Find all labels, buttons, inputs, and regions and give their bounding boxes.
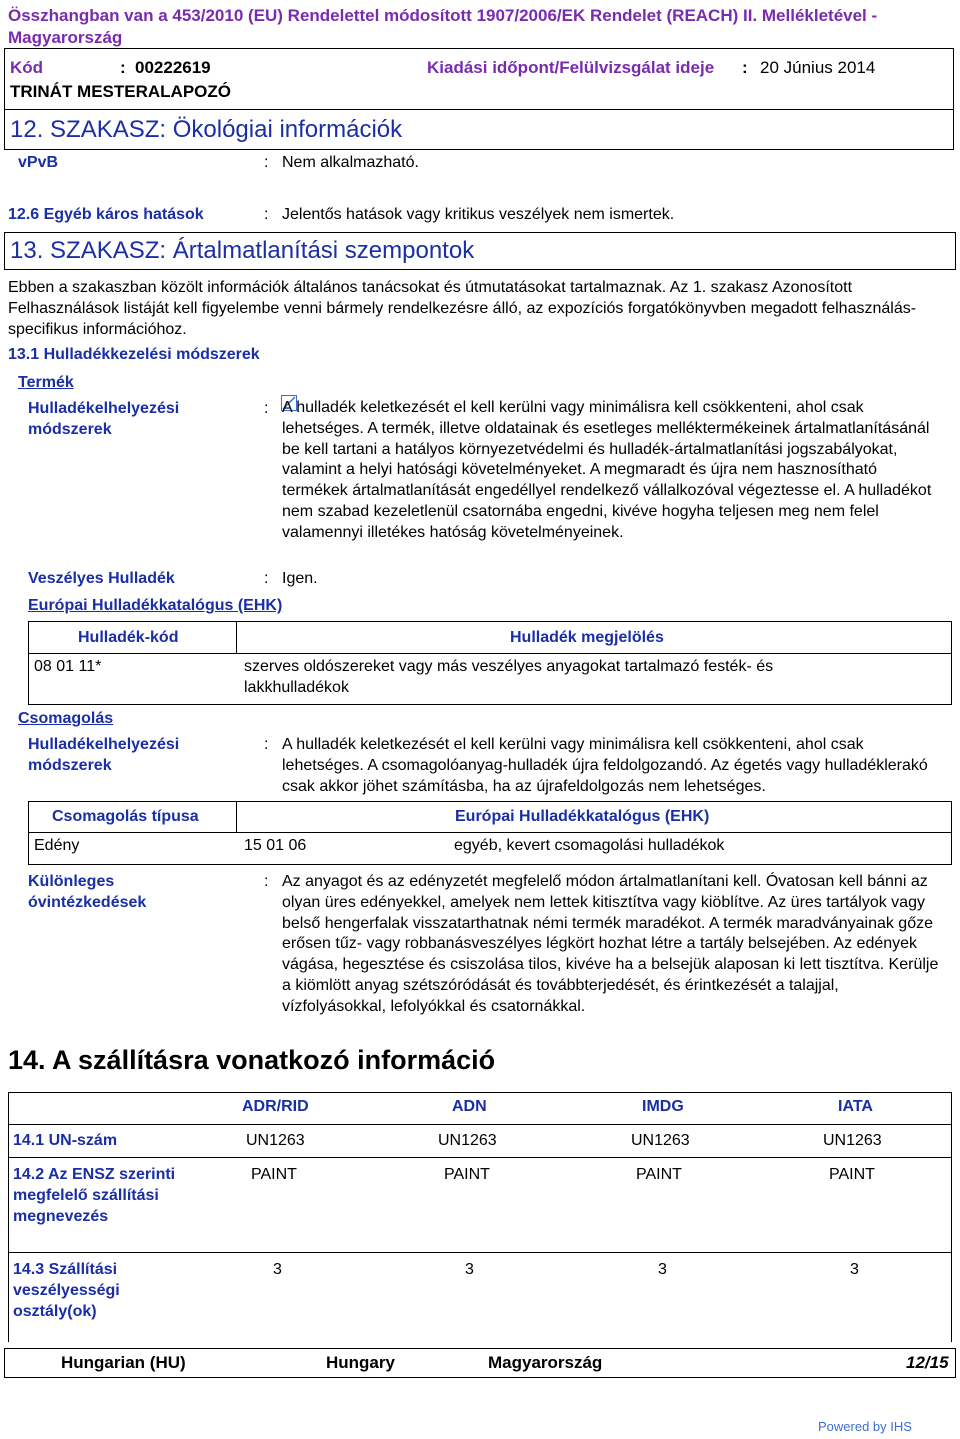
transport-cell-class-iata: 3 — [850, 1261, 859, 1278]
section13-intro: Ebben a szakaszban közölt információk általános tanácsokat és útmutatásokat tartalmaznak. Az 1. szakasz Azonosított Felhasználások listáját kell figyelembe venni bármely rendelkezésre álló, az expozíciós forgatókönyvben megadott felhasználás-specifikus információhoz. — [8, 279, 917, 338]
section12-heading: 12. SZAKASZ: Ökológiai információk — [10, 116, 403, 143]
packaging-disposal-text: A hulladék keletkezését el kell kerülni vagy minimálisra kell csökkenteni, ahol csak lehetséges. A csomagolóanyag-hulladék újra feldolgozandó. Az égetés vagy hulladéklerakó csak akkor jöhet számításba, ha az újrafeldolgozás nem lehetséges. — [282, 736, 928, 795]
document-title-line-1: Összhangban van a 453/2010 (EU) Rendelettel módosított 1907/2006/EK Rendelet (REACH) II. Mellékletével - — [8, 6, 878, 25]
packaging-table-header-ehk: Európai Hulladékkatalógus (EHK) — [455, 808, 710, 825]
transport-row-un-number-label: 14.1 UN-szám — [13, 1132, 118, 1149]
document-title-line-2: Magyarország — [8, 28, 123, 47]
issue-date-value: 20 Június 2014 — [760, 58, 876, 77]
transport-row-shipping-name-label: 14.2 Az ENSZ szerinti megfelelő szállítási megnevezés — [13, 1166, 176, 1225]
vpvb-value: Nem alkalmazható. — [282, 154, 419, 171]
hazardous-waste-value: Igen. — [282, 570, 318, 587]
transport-table-row-divider-2 — [8, 1157, 952, 1158]
product-name: TRINÁT MESTERALAPOZÓ — [10, 82, 231, 101]
footer-page-number: 12/15 — [906, 1353, 949, 1372]
ehk-label: Európai Hulladékkatalógus (EHK) — [28, 597, 283, 614]
waste-table-cell-description: szerves oldószereket vagy más veszélyes anyagokat tartalmazó festék- és lakkhulladékok — [244, 658, 774, 696]
transport-table-row-divider-1 — [8, 1124, 952, 1125]
transport-cell-name-adn: PAINT — [444, 1166, 490, 1183]
packaging-disposal-label-line-1: Hulladékelhelyezési — [28, 736, 180, 753]
issue-date-label: Kiadási időpont/Felülvizsgálat ideje — [427, 58, 715, 77]
transport-cell-class-adn: 3 — [465, 1261, 474, 1278]
hazardous-waste-colon: : — [264, 570, 269, 587]
footer-country: Hungary — [326, 1353, 395, 1372]
packaging-table-cell-type: Edény — [34, 837, 80, 854]
transport-cell-un-adr: UN1263 — [246, 1132, 305, 1149]
packaging-table-header-type: Csomagolás típusa — [52, 808, 199, 825]
waste-table-header-code: Hulladék-kód — [78, 629, 179, 646]
transport-table-row-divider-3 — [8, 1252, 952, 1253]
disposal-label-line-1: Hulladékelhelyezési — [28, 400, 180, 417]
vpvb-label: vPvB — [18, 154, 59, 171]
transport-cell-un-adn: UN1263 — [438, 1132, 497, 1149]
disposal-colon: : — [264, 400, 269, 417]
waste-table-header-separator — [236, 621, 237, 653]
kod-value: 00222619 — [135, 58, 211, 77]
disposal-text: A hulladék keletkezését el kell kerülni vagy minimálisra kell csökkenteni, ahol csak lehetséges. A termék, illetve oldatainak és esetleges melléktermékeinek ártalmatlanításánál be kell tartani a hatályos környezetvédelmi és hulladék-ártalmatlanítási jogszabályokat, valamint a helyi hatósági követelményeket. A megmaradt és újra nem hasznosítható termékek ártalmatlanítását engedéllyel rendelkező vállalkozóval végeztesse el. A hulladékot nem szabad kezeletlenül csatornába engedni, kivéve hogyha teljesen meg nem felel valamennyi illetékes hatóság követelményeinek. — [282, 399, 932, 541]
packaging-table-cell-code: 15 01 06 — [244, 837, 307, 854]
transport-cell-class-adr: 3 — [273, 1261, 282, 1278]
section13-heading: 13. SZAKASZ: Ártalmatlanítási szempontok — [10, 237, 475, 264]
waste-methods-subheading: 13.1 Hulladékkezelési módszerek — [8, 346, 260, 363]
packaging-disposal-colon: : — [264, 736, 269, 753]
waste-table-header-description: Hulladék megjelölés — [510, 629, 664, 646]
special-precautions-text: Az anyagot és az edényzetét megfelelő módon ártalmatlanítani kell. Óvatosan kell bánni az olyan üres edényekkel, amelyek nem lettek kitisztítva vagy kiöblítve. Az üres tartályok vagy belső hengerfalak visszatarthatnak némi termék maradékot. A termék maradványainak gőze erősen tűz- vagy robbanásveszélyes légkört hozhat létre a tartály belsejében. Az edények vágása, hegesztése és csiszolása tilos, kivéve ha a belsejük alaposan ki lett tisztítva. Kerülje a kiömlött anyag szétszóródását és továbbterjedését, és érintkezését a talajjal, vízfolyásokkal, lefolyókkal és csatornákkal. — [282, 873, 939, 1015]
packaging-label: Csomagolás — [18, 710, 114, 727]
transport-col-adn: ADN — [452, 1098, 487, 1115]
transport-cell-name-iata: PAINT — [829, 1166, 875, 1183]
section14-heading: 14. A szállításra vonatkozó információ — [8, 1045, 496, 1075]
powered-by-link[interactable]: Powered by IHS — [818, 1419, 912, 1434]
kod-label: Kód — [10, 58, 44, 77]
special-precautions-colon: : — [264, 873, 269, 890]
special-precautions-label-line-1: Különleges — [28, 873, 115, 890]
footer-language: Hungarian (HU) — [61, 1353, 186, 1372]
footer-country-local: Magyarország — [488, 1353, 603, 1372]
waste-table-cell-code: 08 01 11* — [34, 658, 102, 675]
transport-cell-name-imdg: PAINT — [636, 1166, 682, 1183]
issue-date-colon: : — [742, 58, 748, 77]
other-effects-label: 12.6 Egyéb káros hatások — [8, 206, 204, 223]
other-effects-value: Jelentős hatások vagy kritikus veszélyek nem ismertek. — [282, 206, 675, 223]
transport-cell-class-imdg: 3 — [658, 1261, 667, 1278]
transport-col-adr: ADR/RID — [242, 1098, 309, 1115]
transport-col-iata: IATA — [838, 1098, 873, 1115]
other-effects-colon: : — [264, 206, 269, 223]
packaging-table-header-separator — [236, 801, 237, 832]
vpvb-colon: : — [264, 154, 269, 171]
packaging-table-cell-description: egyéb, kevert csomagolási hulladékok — [454, 837, 725, 854]
transport-cell-name-adr: PAINT — [251, 1166, 297, 1183]
kod-colon: : — [120, 58, 126, 77]
disposal-label-line-2: módszerek — [28, 421, 112, 438]
special-precautions-label-line-2: óvintézkedések — [28, 894, 147, 911]
transport-col-imdg: IMDG — [642, 1098, 684, 1115]
product-label: Termék — [18, 374, 74, 391]
transport-row-hazard-class-label: 14.3 Szállítási veszélyességi osztály(ok) — [13, 1261, 120, 1320]
waste-table-divider — [28, 653, 952, 654]
packaging-disposal-label-line-2: módszerek — [28, 757, 112, 774]
transport-cell-un-imdg: UN1263 — [631, 1132, 690, 1149]
packaging-table-divider — [28, 832, 952, 833]
hazardous-waste-label: Veszélyes Hulladék — [28, 570, 175, 587]
transport-cell-un-iata: UN1263 — [823, 1132, 882, 1149]
